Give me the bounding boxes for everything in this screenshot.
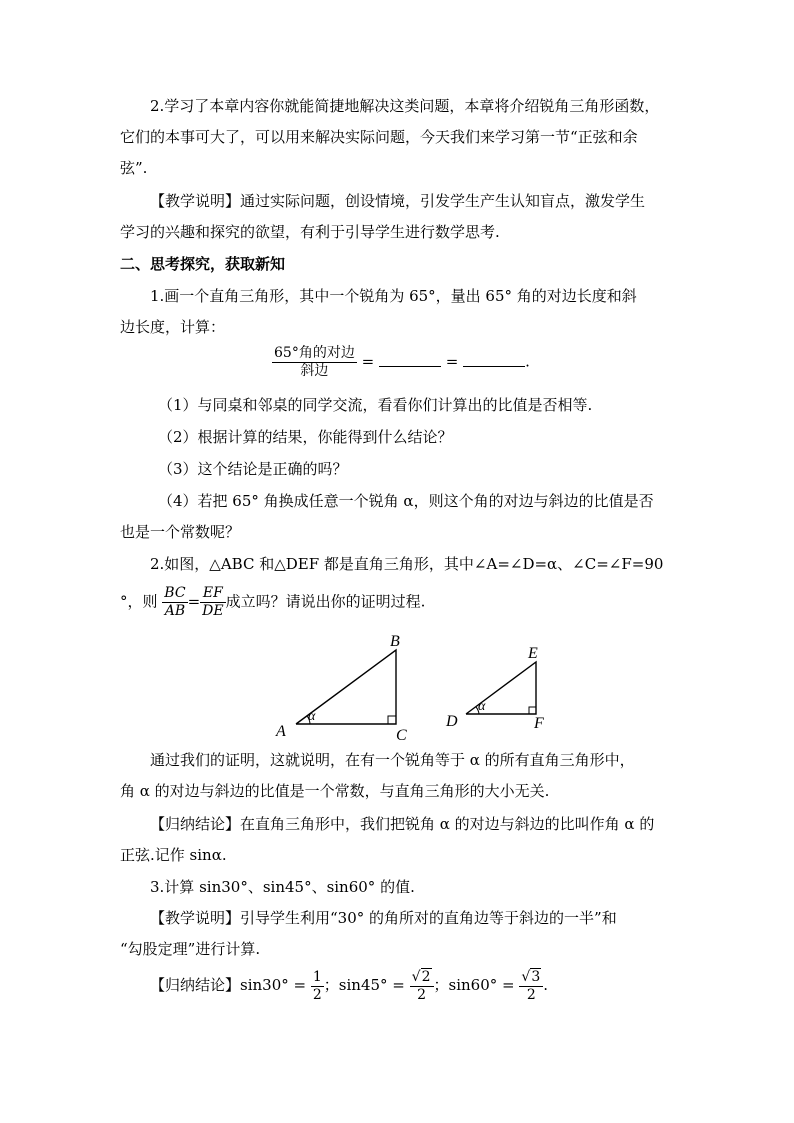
ratio-denominator: 斜边 <box>300 363 329 379</box>
teaching-note-1-line-1: 【教学说明】通过实际问题，创设情境，引发学生产生认知盲点，激发学生 <box>150 192 646 210</box>
conclusion-2 <box>150 968 548 1004</box>
answer-blank-1 <box>379 352 441 367</box>
teaching-note-2-line-2: “勾股定理”进行计算. <box>120 940 261 958</box>
label-alpha-1: α <box>308 709 316 724</box>
frac-den-2: 2 <box>312 986 322 1003</box>
fraction-root3-over-2 <box>519 968 543 1004</box>
equals-sign: = <box>187 592 201 611</box>
right-angle-mark-f <box>529 707 536 714</box>
para-2-line-1: 2.学习了本章内容你就能简捷地解决这类问题，本章将介绍锐角三角形函数， <box>150 97 660 115</box>
proof-line-2: 角 α 的对边与斜边的比值是一个常数，与直角三角形的大小无关. <box>120 782 550 800</box>
para-2-line-2: 它们的本事可大了，可以用来解决实际问题，今天我们来学习第一节“正弦和余 <box>120 128 638 146</box>
frac-num-1: 1 <box>312 968 322 985</box>
period: . <box>525 352 530 371</box>
sub-question-3: （3）这个结论是正确的吗？ <box>158 460 348 478</box>
question-suffix: 成立吗？请说出你的证明过程. <box>225 592 426 611</box>
para-2-line-3: 弦”. <box>120 159 148 177</box>
question-1-line-1: 1.画一个直角三角形，其中一个锐角为 65°，量出 65° 角的对边长度和斜 <box>150 287 637 305</box>
equals-sign: = <box>445 352 459 371</box>
label-c: C <box>396 727 407 740</box>
frac-den-2: 2 <box>526 987 536 1003</box>
fraction-bc-over-ab <box>162 585 187 620</box>
sin30-text: 【归纳结论】sin30° = <box>150 976 307 994</box>
teaching-note-2-line-1: 【教学说明】引导学生利用“30° 的角所对的直角边等于斜边的一半”和 <box>150 909 617 927</box>
frac-num-root2: √2 <box>410 968 434 987</box>
period: . <box>543 976 549 994</box>
right-angle-mark-c <box>388 716 396 724</box>
sub-question-4-line-1: （4）若把 65° 角换成任意一个锐角 α，则这个角的对边与斜边的比值是否 <box>158 492 654 510</box>
frac-den-2: 2 <box>417 987 427 1003</box>
question-3: 3.计算 sin30°、sin45°、sin60° 的值. <box>150 878 415 896</box>
radicand-3: 3 <box>531 969 541 985</box>
sin45-text: ；sin45° = <box>323 976 405 994</box>
radicand-2: 2 <box>421 969 431 985</box>
triangle-figure <box>260 628 590 740</box>
label-a: A <box>276 723 286 740</box>
frac-num-ef: EF <box>200 585 225 603</box>
ratio-formula <box>272 345 530 380</box>
answer-blank-2 <box>463 352 525 367</box>
label-f: F <box>534 715 544 732</box>
label-e: E <box>528 645 538 662</box>
sub-question-1: （1）与同桌和邻桌的同学交流，看看你们计算出的比值是否相等. <box>158 396 593 414</box>
question-1-line-2: 边长度，计算： <box>120 318 226 336</box>
label-alpha-2: α <box>478 699 486 714</box>
conclusion-1-line-1: 【归纳结论】在直角三角形中，我们把锐角 α 的对边与斜边的比叫作角 α 的 <box>150 815 655 833</box>
label-b: B <box>390 633 400 650</box>
fraction-one-half <box>311 969 324 1004</box>
conclusion-1-line-2: 正弦.记作 sinα. <box>120 846 227 864</box>
sub-question-4-line-2: 也是一个常数呢？ <box>120 523 241 541</box>
question-2-line-2 <box>120 585 425 620</box>
question-2-line-1: 2.如图，△ABC 和△DEF 都是直角三角形，其中∠A=∠D=α、∠C=∠F=90 <box>150 555 664 573</box>
frac-den-ab: AB <box>164 603 186 619</box>
degree-then-text: °，则 <box>120 592 158 611</box>
triangle-def <box>466 662 536 714</box>
section-2-title: 二、思考探究，获取新知 <box>120 255 286 273</box>
sub-question-2: （2）根据计算的结果，你能得到什么结论？ <box>158 428 453 446</box>
proof-line-1: 通过我们的证明，这就说明，在有一个锐角等于 α 的所有直角三角形中， <box>150 751 635 769</box>
ratio-numerator: 65°角的对边 <box>274 345 355 361</box>
sin60-text: ；sin60° = <box>433 976 515 994</box>
label-d: D <box>446 713 458 730</box>
frac-den-de: DE <box>202 603 224 619</box>
equals-sign: = <box>361 352 375 371</box>
frac-num-root3: √3 <box>519 968 543 987</box>
teaching-note-1-line-2: 学习的兴趣和探究的欲望，有利于引导学生进行数学思考. <box>120 223 500 241</box>
ratio-fraction <box>272 345 357 380</box>
fraction-root2-over-2 <box>410 968 434 1004</box>
fraction-ef-over-de <box>200 585 225 620</box>
frac-num-bc: BC <box>164 585 186 601</box>
